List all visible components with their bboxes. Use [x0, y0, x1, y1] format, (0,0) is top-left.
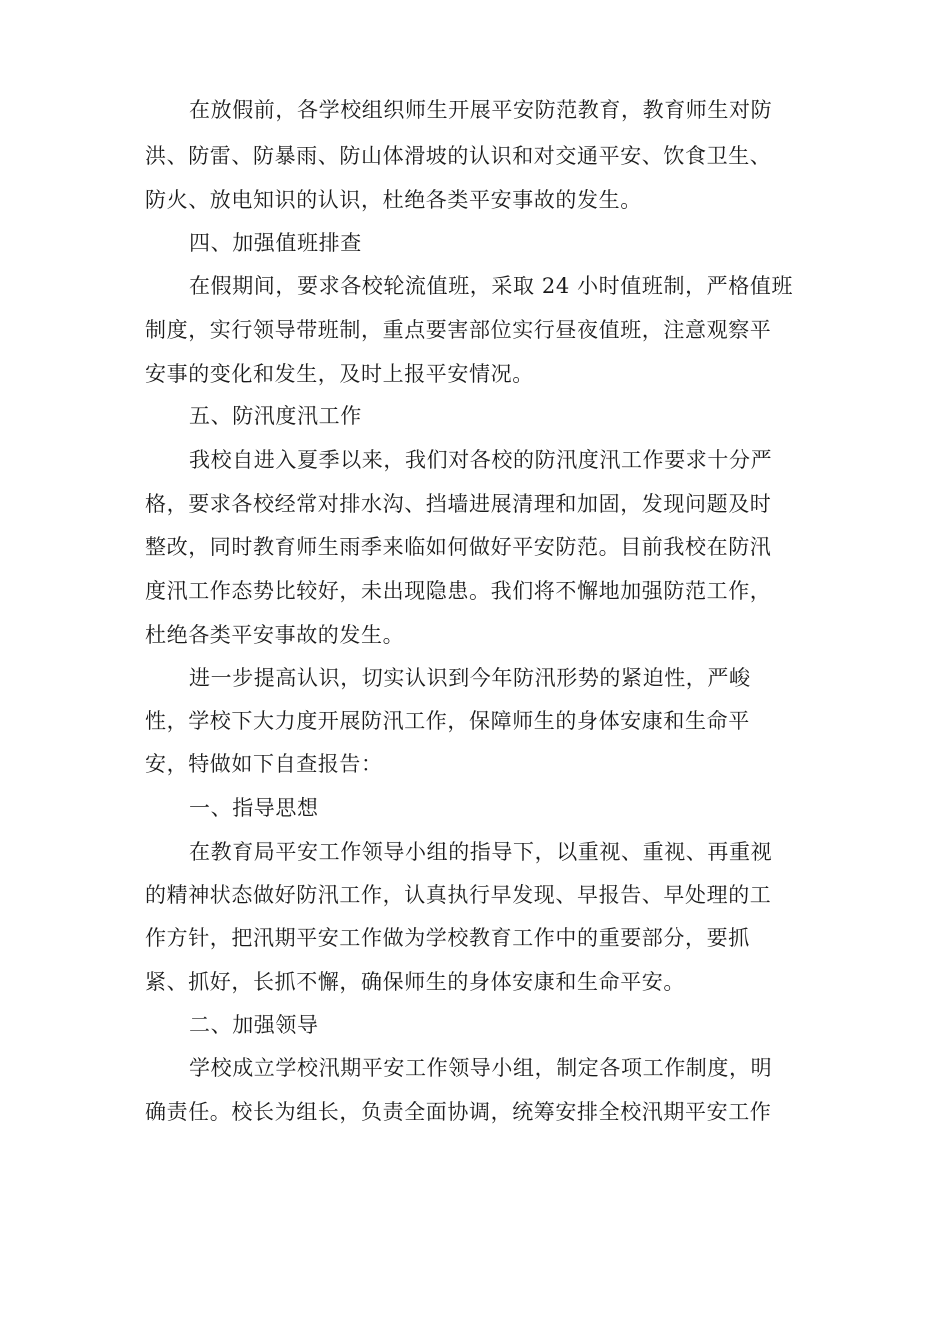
paragraph-line: 度汛工作态势比较好，未出现隐患。我们将不懈地加强防范工作，: [145, 579, 772, 603]
paragraph-line: 安，特做如下自查报告：: [145, 752, 383, 776]
section-heading: 二、加强领导: [189, 1013, 319, 1037]
paragraph-line: 洪、防雷、防暴雨、防山体滑坡的认识和对交通平安、饮食卫生、: [145, 144, 772, 168]
paragraph-line: 进一步提高认识，切实认识到今年防汛形势的紧迫性，严峻: [189, 666, 751, 690]
paragraph-line: 紧、抓好，长抓不懈，确保师生的身体安康和生命平安。: [145, 970, 685, 994]
paragraph-line: 杜绝各类平安事故的发生。: [145, 623, 405, 647]
paragraph-line: 在放假前，各学校组织师生开展平安防范教育，教育师生对防: [189, 98, 773, 122]
section-heading: 一、指导思想: [189, 796, 319, 820]
paragraph-line: 性，学校下大力度开展防汛工作，保障师生的身体安康和生命平: [145, 709, 750, 733]
paragraph-line: 在假期间，要求各校轮流值班，采取 24 小时值班制，严格值班: [189, 274, 794, 298]
paragraph-line: 的精神状态做好防汛工作，认真执行早发现、早报告、早处理的工: [145, 883, 772, 907]
paragraph-line: 安事的变化和发生，及时上报平安情况。: [145, 362, 534, 386]
paragraph-line: 确责任。校长为组长，负责全面协调，统筹安排全校汛期平安工作: [145, 1100, 772, 1124]
section-heading: 四、加强值班排查: [189, 231, 362, 255]
paragraph-line: 作方针，把汛期平安工作做为学校教育工作中的重要部分，要抓: [145, 926, 750, 950]
section-heading: 五、防汛度汛工作: [189, 404, 362, 428]
paragraph-line: 防火、放电知识的认识，杜绝各类平安事故的发生。: [145, 188, 642, 212]
paragraph-line: 在教育局平安工作领导小组的指导下，以重视、重视、再重视: [189, 840, 773, 864]
paragraph-line: 学校成立学校汛期平安工作领导小组，制定各项工作制度，明: [189, 1056, 773, 1080]
paragraph-line: 整改，同时教育师生雨季来临如何做好平安防范。目前我校在防汛: [145, 535, 772, 559]
paragraph-line: 制度，实行领导带班制，重点要害部位实行昼夜值班，注意观察平: [145, 318, 772, 342]
paragraph-line: 格，要求各校经常对排水沟、挡墙进展清理和加固，发现问题及时: [145, 492, 772, 516]
paragraph-line: 我校自进入夏季以来，我们对各校的防汛度汛工作要求十分严: [189, 448, 773, 472]
